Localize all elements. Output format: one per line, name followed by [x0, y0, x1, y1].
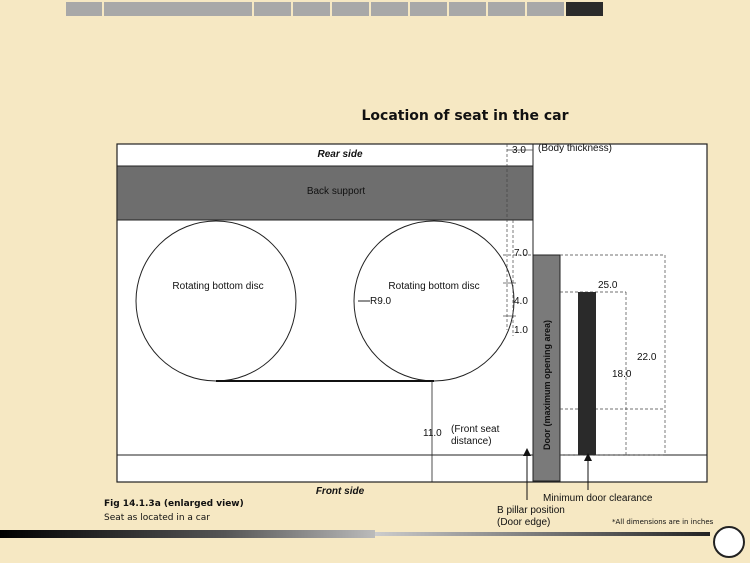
dim-3-label: 3.0: [512, 145, 526, 156]
figure-number: Fig 14.1.3a (enlarged view): [104, 499, 244, 509]
radius-label: R9.0: [370, 296, 392, 307]
front-seat-distance-label-1: (Front seat: [451, 424, 500, 435]
dim-25-label: 25.0: [598, 280, 618, 291]
figure-description: Seat as located in a car: [104, 513, 210, 523]
dim-4-label: 4.0: [514, 296, 528, 307]
dim-1-label: 1.0: [514, 325, 528, 336]
next-slide-button[interactable]: [713, 526, 745, 558]
slide-title: Location of seat in the car: [361, 108, 569, 124]
b-pillar-label-1: B pillar position: [497, 505, 565, 516]
bottom-bar-left: [0, 530, 375, 538]
body-thickness-label: (Body thickness): [538, 143, 612, 154]
door-label: Door (maximum opening area): [542, 319, 552, 450]
min-door-clearance-label: Minimum door clearance: [543, 493, 653, 504]
figure-caption: [104, 497, 244, 525]
dim-22-label: 22.0: [637, 352, 657, 363]
dim-7-label: 7.0: [514, 248, 528, 259]
back-support-label: Back support: [306, 186, 366, 197]
b-pillar-label-2: (Door edge): [497, 517, 551, 528]
bottom-bar-right: [375, 532, 710, 536]
dim-11-label: 11.0: [423, 428, 442, 439]
front-seat-distance-label-2: distance): [451, 436, 492, 447]
rear-side-label: Rear side: [317, 149, 363, 160]
dim-18-label: 18.0: [612, 369, 632, 380]
disc-right-label: Rotating bottom disc: [388, 281, 480, 292]
min-door-clearance-bar: [578, 292, 596, 455]
front-side-label: Front side: [315, 486, 365, 497]
dimensions-note: *All dimensions are in inches: [612, 518, 714, 526]
disc-left-label: Rotating bottom disc: [172, 281, 264, 292]
rotating-disc-left: [136, 221, 296, 381]
